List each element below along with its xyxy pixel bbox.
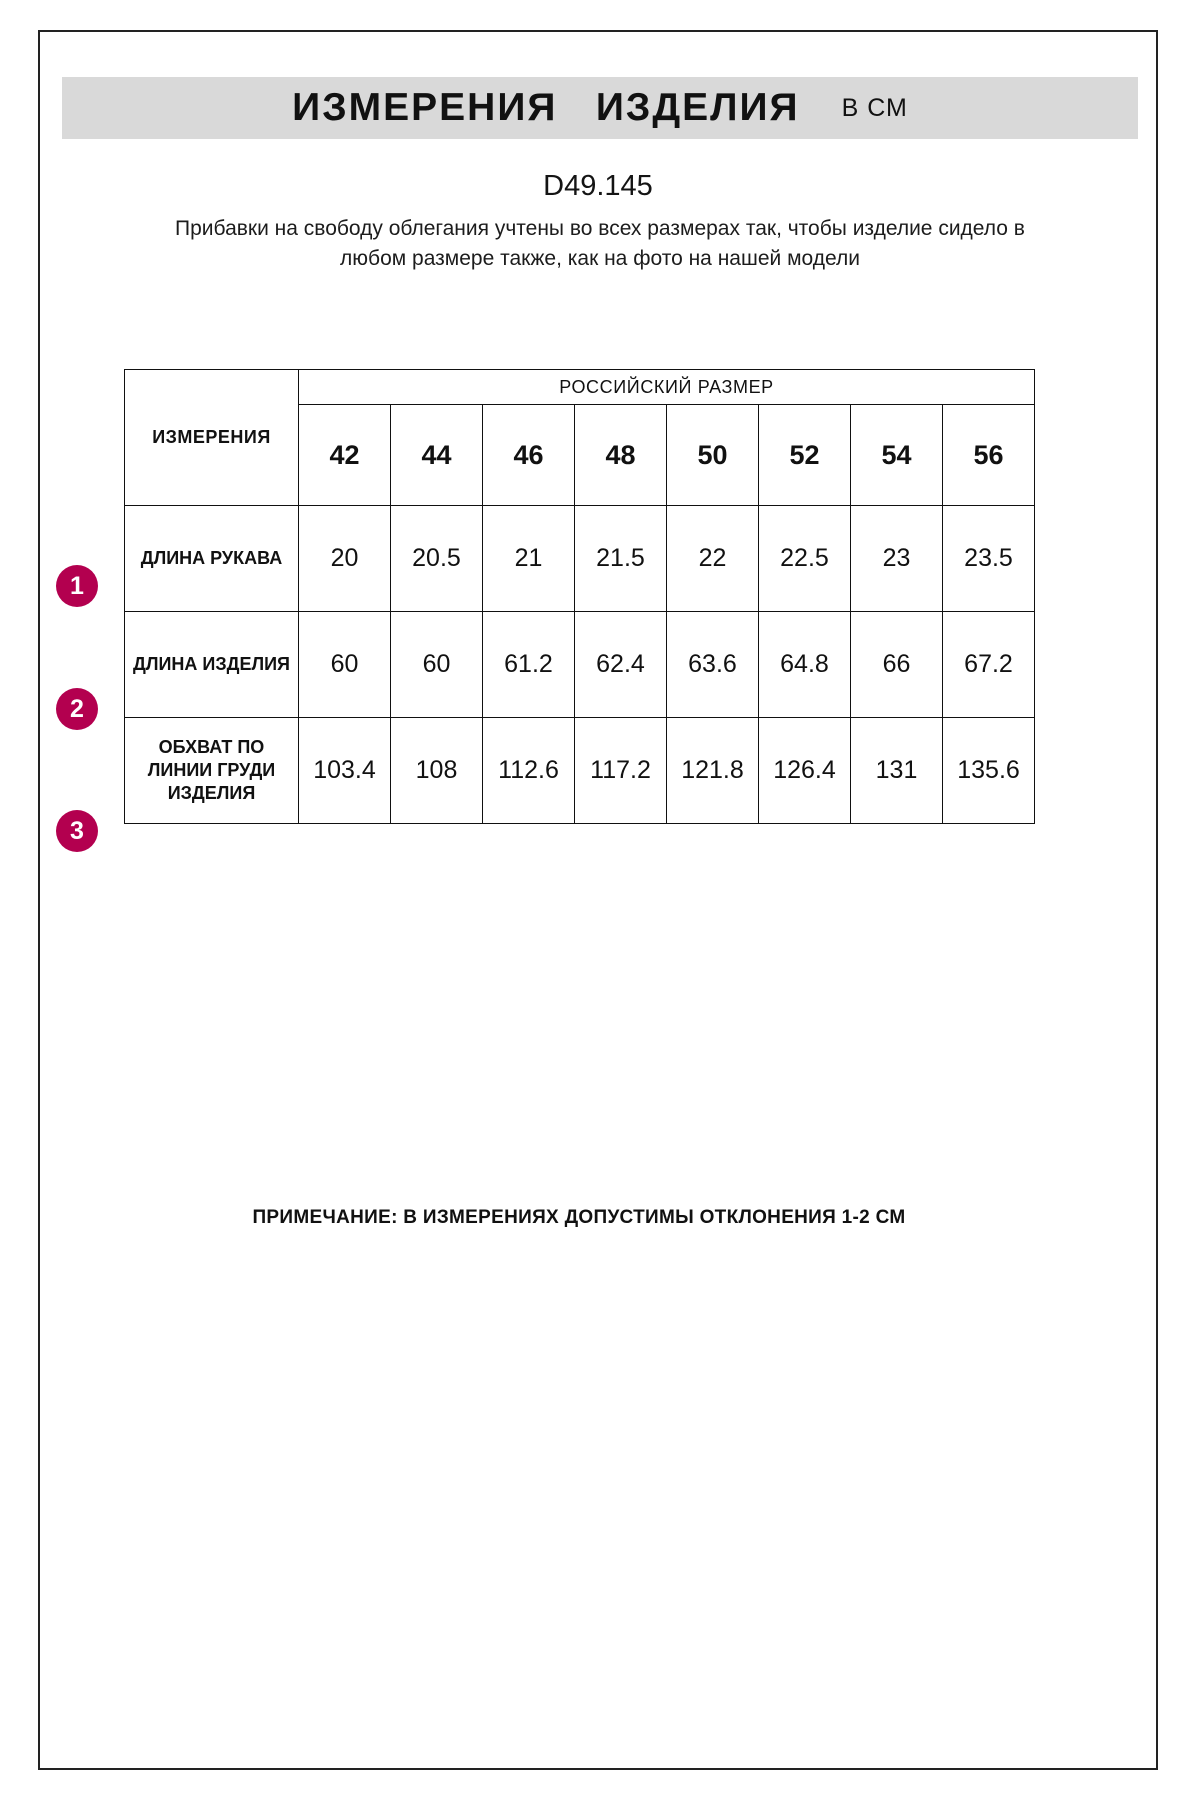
description-text: Прибавки на свободу облегания учтены во всех размерах так, чтобы изделие сидело в любом размере также, как на фото на нашей модели (175, 217, 1025, 270)
cell-r0-c2: 21 (483, 506, 575, 612)
cell-r2-c3: 117.2 (575, 718, 667, 824)
cell-r1-c5: 64.8 (759, 612, 851, 718)
table-row (125, 612, 1035, 718)
cell-r0-c4: 22 (667, 506, 759, 612)
cell-r2-c2: 112.6 (483, 718, 575, 824)
size-header-56: 56 (943, 405, 1035, 506)
cell-r0-c1: 20.5 (391, 506, 483, 612)
cell-r2-c6: 131 (851, 718, 943, 824)
cell-r0-c6: 23 (851, 506, 943, 612)
size-header-42: 42 (299, 405, 391, 506)
measurements-table (124, 369, 1035, 824)
size-header-48: 48 (575, 405, 667, 506)
size-header-54: 54 (851, 405, 943, 506)
cell-r0-c7: 23.5 (943, 506, 1035, 612)
row-badge-1: 1 (56, 565, 98, 607)
row-label-sleeve-length: ДЛИНА РУКАВА (125, 506, 299, 612)
cell-r1-c0: 60 (299, 612, 391, 718)
measurements-table-wrapper (70, 369, 1034, 1228)
cell-r2-c4: 121.8 (667, 718, 759, 824)
page-frame (38, 30, 1158, 1770)
table-row (125, 506, 1035, 612)
row-badge-2: 2 (56, 688, 98, 730)
cell-r1-c7: 67.2 (943, 612, 1035, 718)
page-title: ИЗМЕРЕНИЯ ИЗДЕЛИЯ (292, 86, 800, 129)
table-row-group-header (125, 370, 1035, 405)
page-content (40, 32, 1156, 1768)
row-badge-3: 3 (56, 810, 98, 852)
cell-r1-c2: 61.2 (483, 612, 575, 718)
cell-r1-c6: 66 (851, 612, 943, 718)
size-header-50: 50 (667, 405, 759, 506)
cell-r1-c4: 63.6 (667, 612, 759, 718)
title-band (62, 77, 1138, 139)
cell-r0-c0: 20 (299, 506, 391, 612)
cell-r2-c0: 103.4 (299, 718, 391, 824)
cell-r0-c5: 22.5 (759, 506, 851, 612)
unit-label: В СМ (841, 93, 908, 122)
footer-note: ПРИМЕЧАНИЕ: В ИЗМЕРЕНИЯХ ДОПУСТИМЫ ОТКЛОНЕНИЯ 1-2 СМ (252, 1207, 906, 1228)
article-code: D49.145 (543, 170, 653, 202)
row-label-item-length: ДЛИНА ИЗДЕЛИЯ (125, 612, 299, 718)
size-header-52: 52 (759, 405, 851, 506)
measure-column-header: ИЗМЕРЕНИЯ (125, 370, 299, 506)
row-label-chest-girth: ОБХВАТ ПО ЛИНИИ ГРУДИ ИЗДЕЛИЯ (125, 718, 299, 824)
cell-r1-c1: 60 (391, 612, 483, 718)
cell-r2-c1: 108 (391, 718, 483, 824)
size-header-46: 46 (483, 405, 575, 506)
cell-r2-c5: 126.4 (759, 718, 851, 824)
size-header-44: 44 (391, 405, 483, 506)
table-row (125, 718, 1035, 824)
cell-r2-c7: 135.6 (943, 718, 1035, 824)
size-group-header: РОССИЙСКИЙ РАЗМЕР (299, 370, 1035, 405)
cell-r0-c3: 21.5 (575, 506, 667, 612)
cell-r1-c3: 62.4 (575, 612, 667, 718)
